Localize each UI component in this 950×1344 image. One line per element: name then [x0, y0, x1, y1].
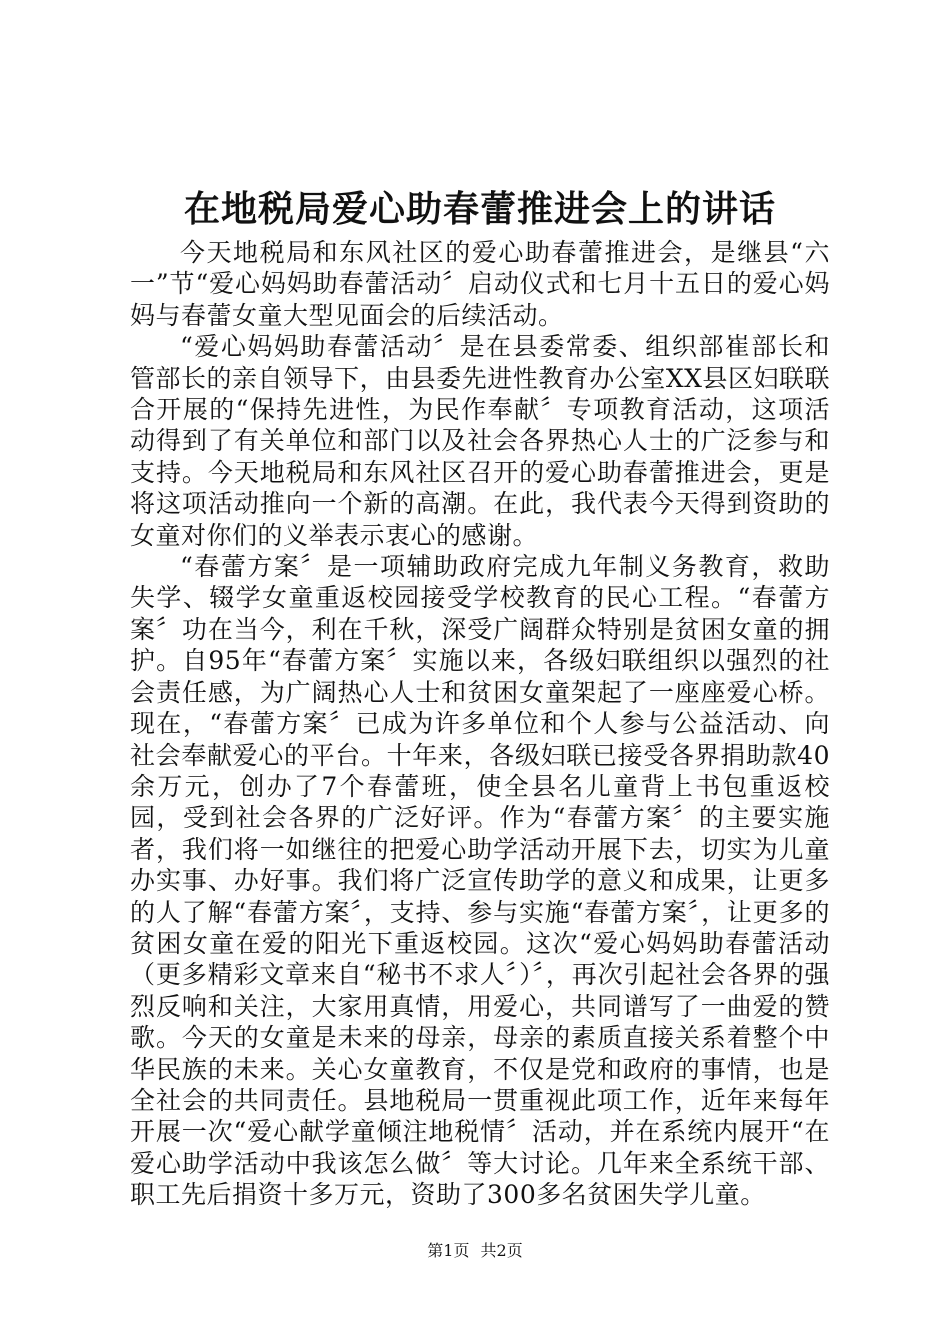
paragraph-1: 今天地税局和东风社区的爱心助春蕾推进会，是继县“六一”节“爱心妈妈助春蕾活动〞启动仪式和七月十五日的爱心妈妈与春蕾女童大型见面会的后续活动。	[130, 238, 830, 330]
paragraph-2: “爱心妈妈助春蕾活动〞是在县委常委、组织部崔部长和管部长的亲自领导下，由县委先进性教育办公室XX县区妇联联合开展的“保持先进性，为民作奉献〞专项教育活动，这项活动得到了有关单位和部门以及社会各界热心人士的广泛参与和支持。今天地税局和东风社区召开的爱心助春蕾推进会，更是将这项活动推向一个新的高潮。在此，我代表今天得到资助的女童对你们的义举表示衷心的感谢。	[130, 332, 830, 550]
page-footer	[0, 1240, 950, 1262]
paragraph-3: “春蕾方案〞是一项辅助政府完成九年制义务教育，救助失学、辍学女童重返校园接受学校教育的民心工程。“春蕾方案〞功在当今，利在千秋，深受广阔群众特别是贫困女童的拥护。自95年“春蕾方案〞实施以来，各级妇联组织以强烈的社会责任感，为广阔热心人士和贫困女童架起了一座座爱心桥。现在，“春蕾方案〞已成为许多单位和个人参与公益活动、向社会奉献爱心的平台。十年来，各级妇联已接受各界捐助款40余万元，创办了7个春蕾班，使全县名儿童背上书包重返校园，受到社会各界的广泛好评。作为“春蕾方案〞的主要实施者，我们将一如继往的把爱心助学活动开展下去，切实为儿童办实事、办好事。我们将广泛宣传助学的意义和成果，让更多的人了解“春蕾方案〞，支持、参与实施“春蕾方案〞，让更多的贫困女童在爱的阳光下重返校园。这次“爱心妈妈助春蕾活动（更多精彩文章来自“秘书不求人〞）〞，再次引起社会各界的强烈反响和关注，大家用真情，用爱心，共同谱写了一曲爱的赞歌。今天的女童是未来的母亲，母亲的素质直接关系着整个中华民族的未来。关心女童教育，不仅是党和政府的事情，也是全社会的共同责任。县地税局一贯重视此项工作，近年来每年开展一次“爱心献学童倾注地税情〞活动，并在系统内展开“在爱心助学活动中我该怎么做〞等大讨论。几年来全系统干部、职工先后捐资十多万元，资助了300多名贫困失学儿童。	[130, 552, 830, 1210]
document-title: 在地税局爱心助春蕾推进会上的讲话	[183, 189, 776, 230]
page-number: 第1页	[427, 1241, 470, 1260]
page-total: 共2页	[480, 1241, 523, 1260]
document-body	[130, 237, 830, 1211]
